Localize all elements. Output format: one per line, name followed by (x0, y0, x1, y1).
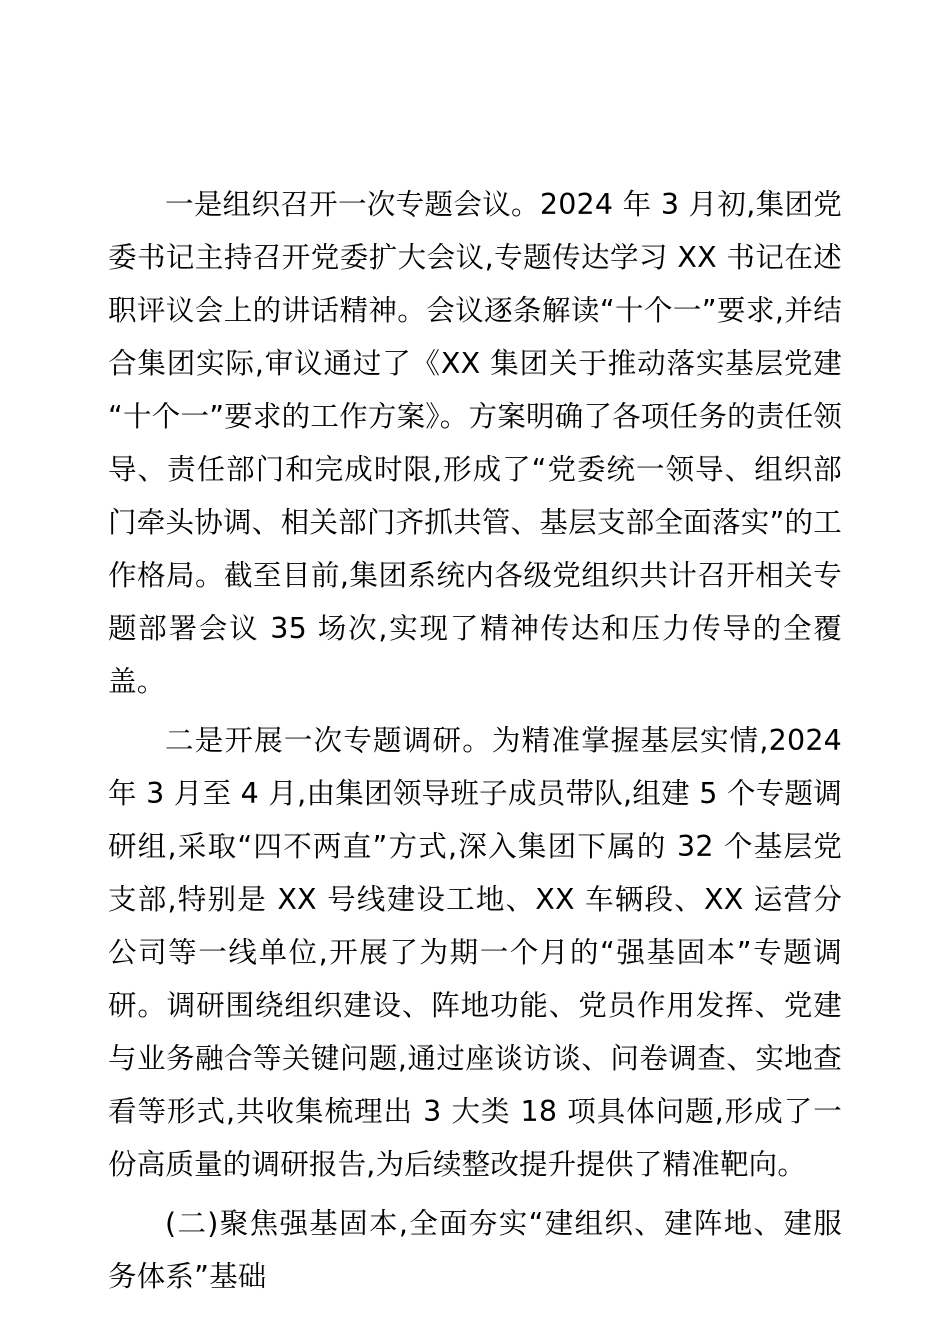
paragraph-2: 二是开展一次专题调研。为精准掌握基层实情,2024 年 3 月至 4 月,由集团领导班子成员带队,组建 5 个专题调研组,采取“四不两直”方式,深入集团下属的 32 个基层党支部,特别是 XX 号线建设工地、XX 车辆段、XX 运营分公司等一线单位,开展了为期一个月的“强基固本”专题调研。调研围绕组织建设、阵地功能、党员作用发挥、党建与业务融合等关键问题,通过座谈访谈、问卷调查、实地查看等形式,共收集梳理出 3 大类 18 项具体问题,形成了一份高质量的调研报告,为后续整改提升提供了精准靶向。 (108, 724, 842, 1181)
paragraph-3: (二)聚焦强基固本,全面夯实“建组织、建阵地、建服务体系”基础 (108, 1207, 842, 1293)
document-body (108, 178, 842, 1303)
paragraph-1: 一是组织召开一次专题会议。2024 年 3 月初,集团党委书记主持召开党委扩大会议,专题传达学习 XX 书记在述职评议会上的讲话精神。会议逐条解读“十个一”要求,并结合集团实际,审议通过了《XX 集团关于推动落实基层党建“十个一”要求的工作方案》。方案明确了各项任务的责任领导、责任部门和完成时限,形成了“党委统一领导、组织部门牵头协调、相关部门齐抓共管、基层支部全面落实”的工作格局。截至目前,集团系统内各级党组织共计召开相关专题部署会议 35 场次,实现了精神传达和压力传导的全覆盖。 (108, 188, 842, 698)
